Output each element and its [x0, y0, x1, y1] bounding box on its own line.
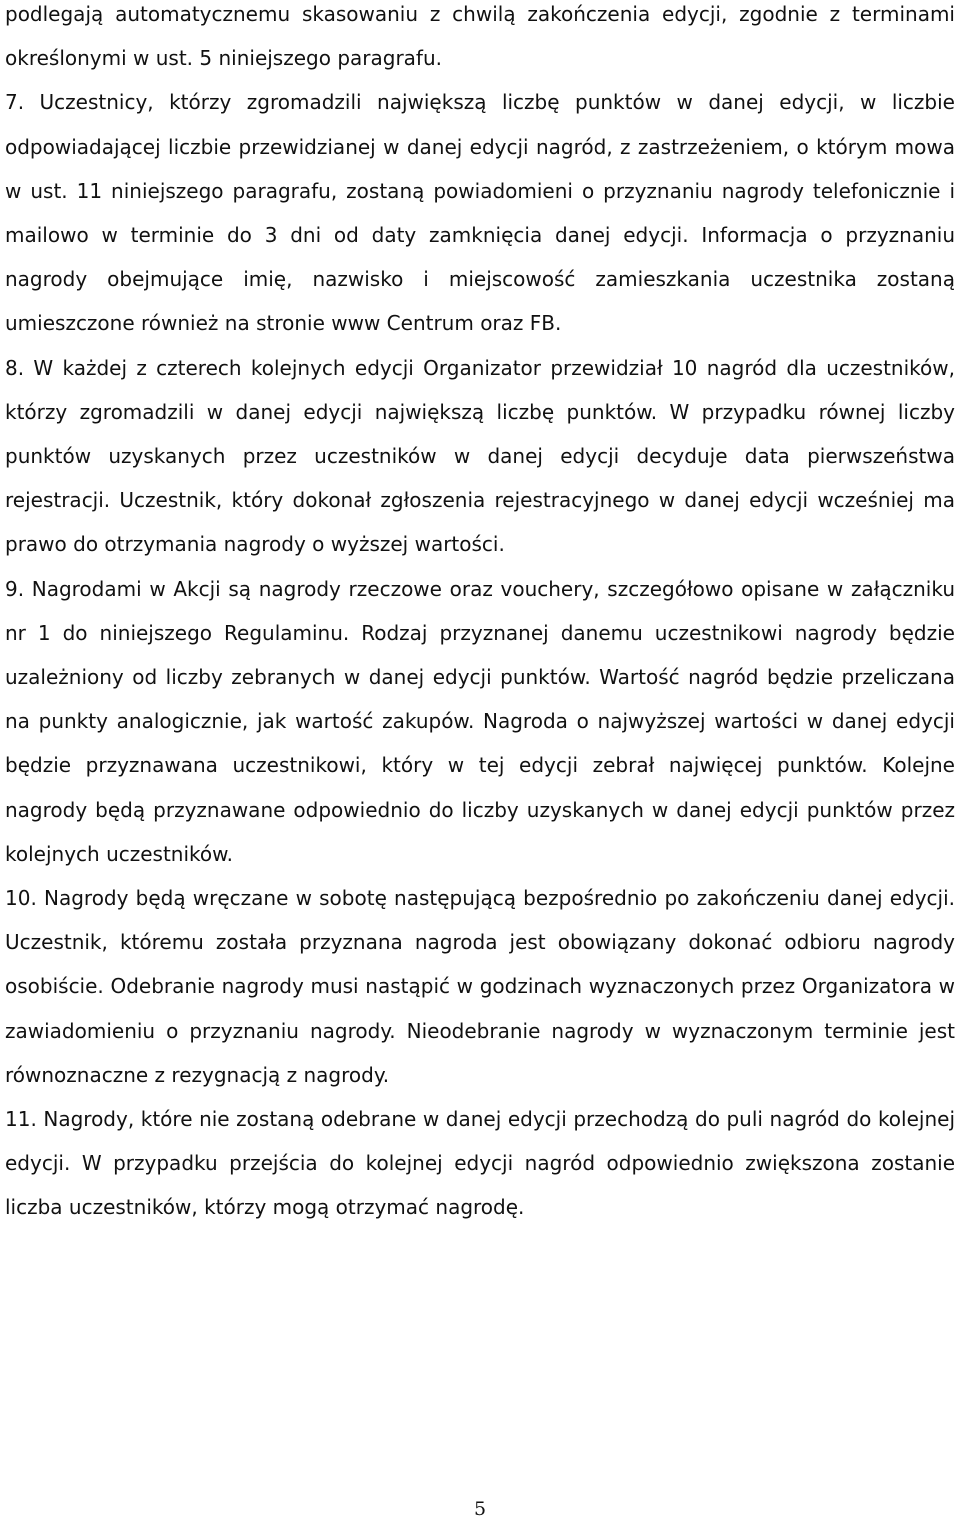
page-number: 5: [473, 1498, 487, 1520]
paragraph-11: 11. Nagrody, które nie zostaną odebrane w danej edycji przechodzą do puli nagród do kolejnej edycji. W przypadku przejścia do kolejnej edycji nagród odpowiednio zwiększona zostanie liczba uczestników, którzy mogą otrzymać nagrodę.: [5, 1107, 955, 1220]
paragraph-8: 8. W każdej z czterech kolejnych edycji Organizator przewidział 10 nagród dla uczestników, którzy zgromadzili w danej edycji największą liczbę punktów. W przypadku równej liczby punktów uzyskanych przez uczestników w danej edycji decyduje data pierwszeństwa rejestracji. Uczestnik, który dokonał zgłoszenia rejestracyjnego w danej edycji wcześniej ma prawo do otrzymania nagrody o wyższej wartości.: [5, 355, 955, 557]
paragraph-10: 10. Nagrody będą wręczane w sobotę następującą bezpośrednio po zakończeniu danej edycji. Uczestnik, któremu została przyznana nagroda jest obowiązany dokonać odbioru nagrody osobiście. Odebranie nagrody musi nastąpić w godzinach wyznaczonych przez Organizatora w zawiadomieniu o przyznaniu nagrody. Nieodebranie nagrody w wyznaczonym terminie jest równoznaczne z rezygnacją z nagrody.: [5, 886, 955, 1087]
paragraph-7: 7. Uczestnicy, którzy zgromadzili największą liczbę punktów w danej edycji, w liczbie odpowiadającej liczbie przewidzianej w danej edycji nagród, z zastrzeżeniem, o którym mowa w ust. 11 niniejszego paragrafu, zostaną powiadomieni o przyznaniu nagrody telefonicznie i mailowo w terminie do 3 dni od daty zamknięcia danej edycji. Informacja o przyznaniu nagrody obejmujące imię, nazwisko i miejscowość zamieszkania uczestnika zostaną umieszczone również na stronie www Centrum oraz FB.: [5, 90, 955, 336]
document-body: [5, 0, 955, 1230]
paragraph-continuation: podlegają automatycznemu skasowaniu z chwilą zakończenia edycji, zgodnie z terminami określonymi w ust. 5 niniejszego paragrafu.: [5, 2, 955, 71]
paragraph-9: 9. Nagrodami w Akcji są nagrody rzeczowe oraz vouchery, szczegółowo opisane w załączniku nr 1 do niniejszego Regulaminu. Rodzaj przyznanej danemu uczestnikowi nagrody będzie uzależniony od liczby zebranych w danej edycji punktów. Wartość nagród będzie przeliczana na punkty analogicznie, jak wartość zakupów. Nagroda o najwyższej wartości w danej edycji będzie przyznawana uczestnikowi, który w tej edycji zebrał najwięcej punktów. Kolejne nagrody będą przyznawane odpowiednio do liczby uzyskanych w danej edycji punktów przez kolejnych uczestników.: [5, 576, 955, 866]
